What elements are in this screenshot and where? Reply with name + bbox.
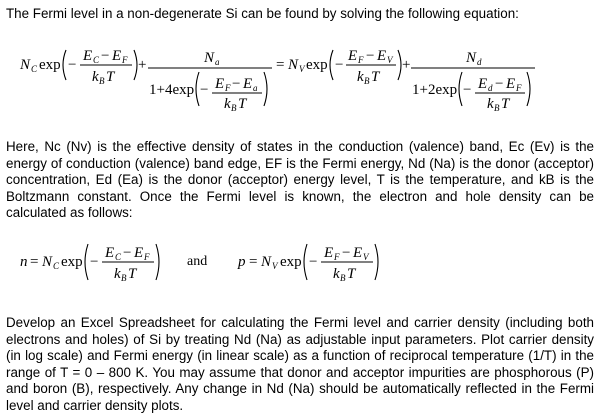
svg-text:T: T — [106, 69, 115, 85]
svg-text:d: d — [477, 57, 482, 67]
svg-text:V: V — [272, 261, 278, 271]
explanation-paragraph: Here, Nc (Nv) is the effective density of states in the conduction (valence) band, Ec (Ev) is the energy of conduction (valence) band edge, EF is the Fermi energy, Nd (Na) is the donor (acceptor) concentration, Ed (Ea) is the donor (acceptor) energy level, T is the temperature, and kB is the Boltzmann constant. Once the Fermi level is known, the electron and hole density can be calculated as follows: — [6, 139, 594, 221]
svg-text:−: − — [232, 76, 241, 92]
svg-text:k: k — [357, 69, 364, 85]
svg-text:N: N — [42, 254, 53, 270]
svg-text:T: T — [238, 96, 247, 112]
svg-text:B: B — [364, 76, 370, 86]
svg-text:+: + — [402, 57, 411, 73]
svg-text:E: E — [83, 48, 93, 64]
svg-text:B: B — [99, 76, 105, 86]
svg-text:B: B — [121, 273, 127, 283]
svg-text:B: B — [231, 103, 237, 113]
svg-text:N: N — [204, 50, 215, 66]
svg-text:C: C — [93, 55, 100, 65]
svg-text:C: C — [31, 64, 38, 74]
svg-text:F: F — [516, 83, 522, 93]
svg-text:−: − — [335, 57, 344, 73]
svg-text:N: N — [466, 50, 477, 66]
svg-text:k: k — [333, 266, 340, 282]
svg-text:E: E — [105, 245, 115, 261]
svg-text:F: F — [144, 252, 150, 262]
svg-text:B: B — [340, 273, 346, 283]
svg-text:exp: exp — [306, 57, 328, 73]
svg-text:a: a — [253, 83, 258, 93]
svg-text:−: − — [495, 76, 504, 92]
svg-text:−: − — [200, 82, 209, 98]
svg-text:T: T — [501, 96, 510, 112]
svg-text:E: E — [215, 76, 225, 92]
svg-text:E: E — [324, 245, 334, 261]
svg-text:−: − — [366, 48, 375, 64]
svg-text:k: k — [114, 266, 121, 282]
svg-text:E: E — [377, 48, 387, 64]
svg-text:E: E — [506, 76, 516, 92]
svg-text:=: = — [276, 57, 285, 73]
carrier-density-equations — [0, 232, 600, 292]
svg-text:F: F — [122, 55, 128, 65]
svg-text:E: E — [353, 245, 363, 261]
svg-text:−: − — [463, 82, 472, 98]
and-word: and — [187, 254, 208, 269]
svg-text:n: n — [20, 254, 28, 270]
svg-text:F: F — [358, 55, 364, 65]
svg-text:k: k — [92, 69, 99, 85]
svg-text:F: F — [334, 252, 340, 262]
svg-text:−: − — [123, 245, 132, 261]
fermi-level-equation — [0, 38, 600, 118]
svg-text:k: k — [224, 96, 231, 112]
task-paragraph: Develop an Excel Spreadsheet for calculating the Fermi level and carrier density (including both electrons and holes) of Si by treating Nd (Na) as adjustable input parameters. Plot carrier density (in log scale) and Fermi energy (in linear scale) as a function of reciprocal temperature (1/T) in the range of T = 0 – 800 K. You may assume that donor and acceptor impurities are phosphorous (P) and boron (B), respectively. Any change in Nd (Na) should be automatically reflected in the Fermi level and carrier density plots. — [6, 315, 594, 413]
svg-text:−: − — [342, 245, 351, 261]
svg-text:E: E — [348, 48, 358, 64]
svg-text:N: N — [261, 254, 272, 270]
intro-paragraph: The Fermi level in a non-degenerate Si can be found by solving the following equation: — [6, 6, 519, 21]
svg-text:k: k — [487, 96, 494, 112]
svg-text:E: E — [243, 76, 253, 92]
svg-text:B: B — [494, 103, 500, 113]
svg-text:T: T — [128, 266, 137, 282]
svg-text:V: V — [363, 252, 369, 262]
svg-text:E: E — [478, 76, 488, 92]
svg-text:E: E — [134, 245, 144, 261]
svg-text:−: − — [309, 254, 318, 270]
svg-text:T: T — [371, 69, 380, 85]
svg-text:=: = — [30, 254, 39, 270]
svg-text:V: V — [387, 55, 393, 65]
svg-text:exp: exp — [61, 254, 83, 270]
svg-text:V: V — [299, 64, 305, 74]
svg-text:1+2exp: 1+2exp — [412, 82, 458, 98]
svg-text:−: − — [90, 254, 99, 270]
svg-text:C: C — [53, 261, 60, 271]
svg-text:N: N — [20, 57, 31, 73]
svg-text:exp: exp — [280, 254, 302, 270]
svg-text:−: − — [101, 48, 110, 64]
svg-text:a: a — [215, 57, 220, 67]
svg-text:C: C — [115, 252, 122, 262]
svg-text:=: = — [249, 254, 258, 270]
svg-text:F: F — [225, 83, 231, 93]
svg-text:p: p — [238, 254, 246, 270]
svg-text:exp: exp — [39, 57, 61, 73]
svg-text:d: d — [488, 83, 493, 93]
svg-text:1+4exp: 1+4exp — [149, 82, 195, 98]
svg-text:T: T — [347, 266, 356, 282]
svg-text:E: E — [112, 48, 122, 64]
svg-text:−: − — [68, 57, 77, 73]
svg-text:N: N — [288, 57, 299, 73]
svg-text:+: + — [138, 57, 147, 73]
